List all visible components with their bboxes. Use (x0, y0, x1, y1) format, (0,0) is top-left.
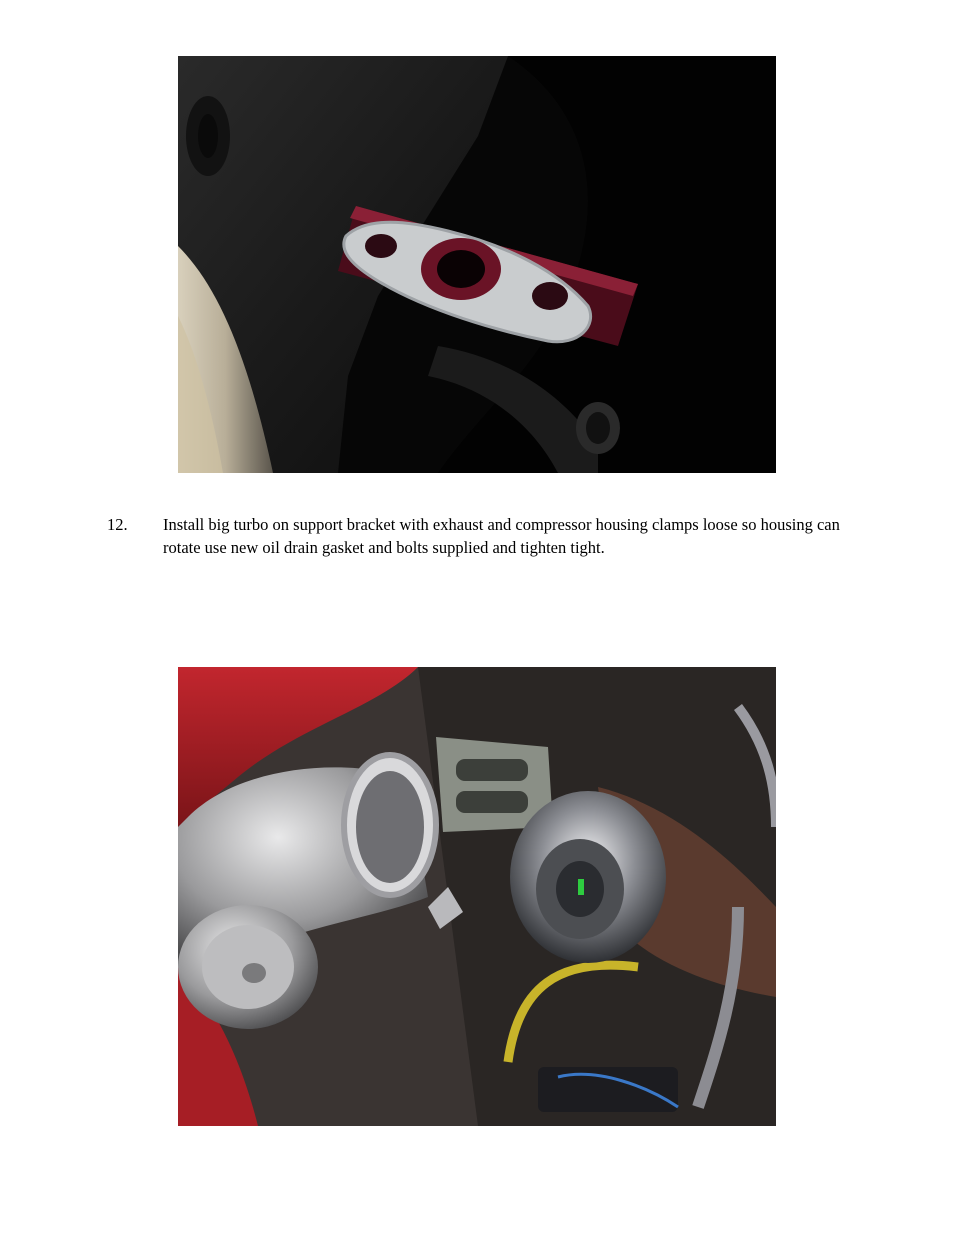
step-number: 12. (107, 515, 128, 534)
installed-turbo-image (178, 667, 776, 1126)
installed-turbo-photo (178, 667, 776, 1126)
oil-drain-bracket-image (178, 56, 776, 473)
step-text: Install big turbo on support bracket with exhaust and compressor housing clamps loose so housing can rotate use new oil drain gasket and bolts supplied and tighten tight. (163, 515, 840, 557)
oil-drain-bracket-photo (178, 56, 776, 473)
